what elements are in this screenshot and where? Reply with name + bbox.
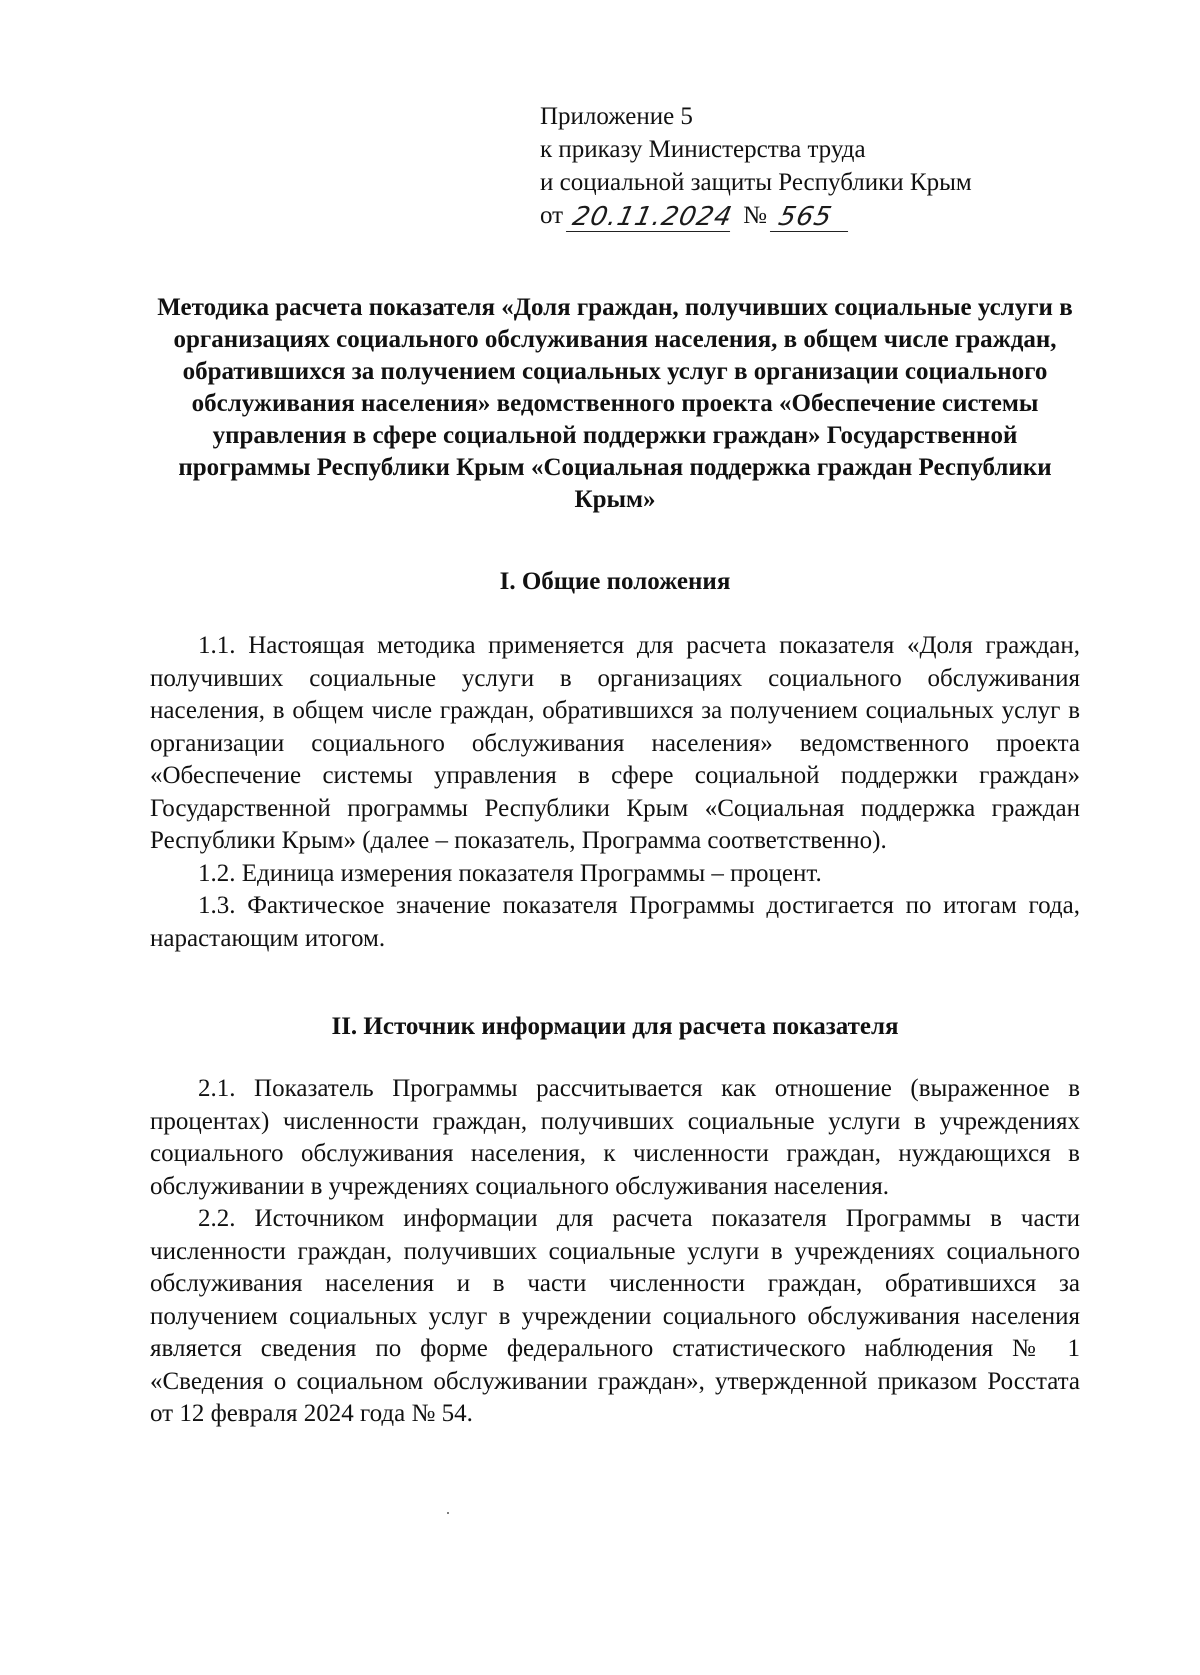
section-heading-general: I. Общие положения (499, 568, 731, 595)
document-title: Методика расчета показателя «Доля граждан, получивших социальные услуги в организациях социального обслуживания населения, в общем числе граждан, обратившихся за получением социальных услуг в организации социального обслуживания населения» ведомственного проекта «Обеспечение системы управления в сфере социальной поддержки граждан» Государственной программы Республики Крым «Социальная поддержка граждан Республики Крым» (157, 294, 1073, 513)
handwritten-date: 20.11.2024 (566, 203, 736, 232)
appendix-line-3: и социальной защиты Республики Крым (540, 169, 972, 196)
appendix-line-2: к приказу Министерства труда (540, 136, 866, 163)
paragraph-1-3: 1.3. Фактическое значение показателя Программы достигается по итогам года, нарастающим итогом. (150, 892, 1080, 952)
section-information-source-body (150, 1073, 1080, 1431)
number-sign: № (743, 202, 767, 229)
order-date-number-line (540, 199, 1060, 232)
paragraph-2-2: 2.2. Источником информации для расчета показателя Программы в части численности граждан, получивших социальные услуги в учреждениях социального обслуживания населения и в части численности граждан, обратившихся за получением социальных услуг в учреждении социального обслуживания населения является сведения по форме федерального статистического наблюдения № 1 «Сведения о социальном обслуживании граждан», утвержденной приказом Росстата от 12 февраля 2024 года № 54. (150, 1205, 1080, 1427)
paragraph-2-1: 2.1. Показатель Программы рассчитывается как отношение (выраженное в процентах) численности граждан, получивших социальные услуги в учреждениях социального обслуживания населения, к численности граждан, нуждающихся в обслуживании в учреждениях социального обслуживания населения. (150, 1075, 1080, 1200)
appendix-line-1: Приложение 5 (540, 103, 693, 130)
section-heading-information-source: II. Источник информации для расчета показателя (331, 1013, 899, 1040)
date-prefix: от (540, 202, 564, 229)
appendix-header (540, 100, 1060, 232)
handwritten-order-number: 565 (770, 203, 854, 232)
section-general-body (150, 630, 1080, 955)
scan-speck (447, 1512, 449, 1514)
paragraph-1-1: 1.1. Настоящая методика применяется для расчета показателя «Доля граждан, получивших социальные услуги в организациях социального обслуживания населения, в общем числе граждан, обратившихся за получением социальных услуг в организации социального обслуживания населения» ведомственного проекта «Обеспечение системы управления в сфере социальной поддержки граждан» Государственной программы Республики Крым «Социальная поддержка граждан Республики Крым» (далее – показатель, Программа соответственно). (150, 632, 1080, 854)
paragraph-1-2: 1.2. Единица измерения показателя Программы – процент. (198, 859, 822, 887)
